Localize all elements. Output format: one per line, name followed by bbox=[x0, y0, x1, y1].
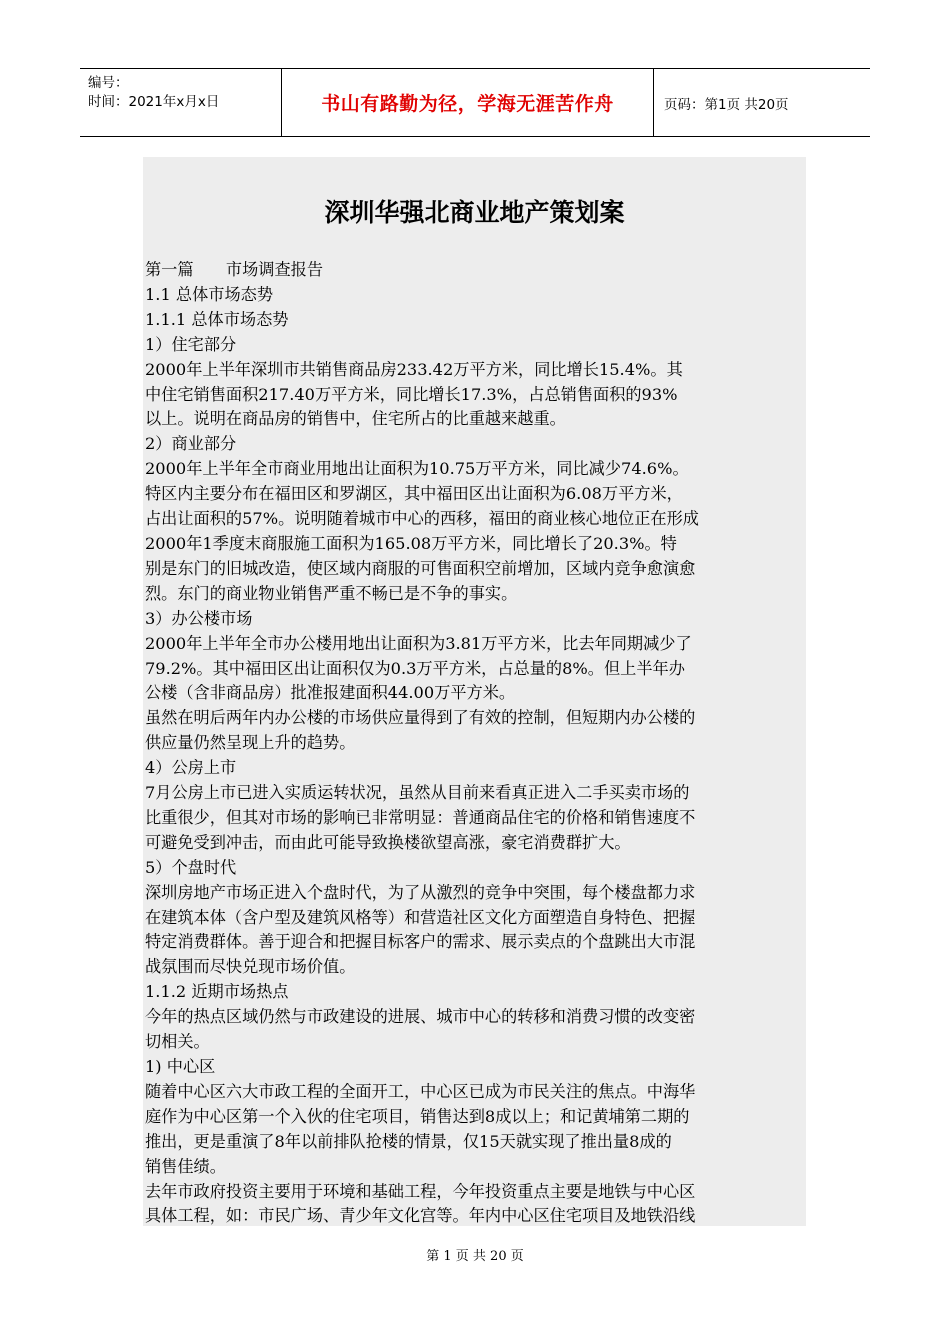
doc-date-label: 时间：2021年x月x日 bbox=[88, 94, 220, 110]
text-line: 2000年上半年全市商业用地出让面积为10.75万平方米，同比减少74.6%。 bbox=[145, 459, 689, 479]
text-line: 2000年1季度末商服施工面积为165.08万平方米，同比增长了20.3%。特 bbox=[145, 533, 677, 553]
text-line: 7月公房上市已进入实质运转状况，虽然从目前来看真正进入二手买卖市场的 bbox=[145, 783, 690, 803]
doc-number-label: 编号： bbox=[88, 75, 129, 91]
text-line: 1.1.1 总体市场态势 bbox=[145, 309, 289, 329]
text-line: 1.1.2 近期市场热点 bbox=[145, 982, 289, 1002]
text-line: 在建筑本体（含户型及建筑风格等）和营造社区文化方面塑造自身特色、把握 bbox=[145, 907, 696, 927]
text-line: 销售佳绩。 bbox=[145, 1156, 226, 1176]
text-line: 切相关。 bbox=[145, 1032, 210, 1052]
text-line: 战氛围而尽快兑现市场价值。 bbox=[145, 957, 356, 977]
text-line: 随着中心区六大市政工程的全面开工，中心区已成为市民关注的焦点。中海华 bbox=[145, 1081, 696, 1101]
text-line: 1）住宅部分 bbox=[145, 334, 237, 354]
text-line: 2000年上半年深圳市共销售商品房233.42万平方米，同比增长15.4%。其 bbox=[145, 359, 683, 379]
text-line: 2000年上半年全市办公楼用地出让面积为3.81万平方米，比去年同期减少了 bbox=[145, 633, 692, 653]
text-line: 推出，更是重演了8年以前排队抢楼的情景，仅15天就实现了推出量8成的 bbox=[145, 1131, 672, 1151]
text-line: 79.2%。其中福田区出让面积仅为0.3万平方米，占总量的8%。但上半年办 bbox=[145, 658, 685, 678]
header-page-label: 页码：第1页 共20页 bbox=[664, 96, 789, 113]
text-line: 今年的热点区域仍然与市政建设的进展、城市中心的转移和消费习惯的改变密 bbox=[145, 1007, 696, 1027]
text-line: 特区内主要分布在福田区和罗湖区，其中福田区出让面积为6.08万平方米， bbox=[145, 484, 683, 504]
page-footer: 第 1 页 共 20 页 bbox=[426, 1249, 524, 1264]
text-line: 比重很少，但其对市场的影响已非常明显：普通商品住宅的价格和销售速度不 bbox=[145, 807, 696, 827]
text-line: 以上。说明在商品房的销售中，住宅所占的比重越来越重。 bbox=[145, 409, 566, 429]
text-line: 5）个盘时代 bbox=[145, 857, 237, 877]
document-body bbox=[145, 258, 806, 1226]
header-meta bbox=[80, 69, 282, 136]
text-line: 虽然在明后两年内办公楼的市场供应量得到了有效的控制，但短期内办公楼的 bbox=[145, 708, 696, 728]
text-line: 2）商业部分 bbox=[145, 434, 237, 454]
text-line: 庭作为中心区第一个入伙的住宅项目，销售达到8成以上；和记黄埔第二期的 bbox=[145, 1106, 690, 1126]
text-line: 具体工程，如：市民广场、青少年文化宫等。年内中心区住宅项目及地铁沿线 bbox=[145, 1206, 696, 1226]
text-line: 别是东门的旧城改造，使区域内商服的可售面积空前增加，区域内竞争愈演愈 bbox=[145, 558, 696, 578]
text-line: 烈。东门的商业物业销售严重不畅已是不争的事实。 bbox=[145, 583, 518, 603]
text-line: 公楼（含非商品房）批准报建面积44.00万平方米。 bbox=[145, 683, 516, 703]
text-line: 第一篇 市场调查报告 bbox=[145, 260, 324, 279]
text-line: 可避免受到冲击，而由此可能导致换楼欲望高涨，豪宅消费群扩大。 bbox=[145, 832, 631, 852]
text-line: 供应量仍然呈现上升的趋势。 bbox=[145, 733, 356, 753]
document-page bbox=[143, 157, 806, 1226]
text-line: 深圳房地产市场正进入个盘时代，为了从激烈的竞争中突围，每个楼盘都力求 bbox=[145, 882, 696, 902]
document-title: 深圳华强北商业地产策划案 bbox=[324, 198, 625, 227]
text-line: 3）办公楼市场 bbox=[145, 608, 253, 628]
text-line: 去年市政府投资主要用于环境和基础工程，今年投资重点主要是地铁与中心区 bbox=[145, 1181, 696, 1201]
text-line: 1.1 总体市场态势 bbox=[145, 284, 274, 304]
text-line: 占出让面积的57%。说明随着城市中心的西移，福田的商业核心地位正在形成 bbox=[145, 509, 699, 529]
header-motto: 书山有路勤为径，学海无涯苦作舟 bbox=[282, 69, 654, 136]
text-line: 中住宅销售面积217.40万平方米，同比增长17.3%，占总销售面积的93% bbox=[145, 384, 678, 404]
text-line: 4）公房上市 bbox=[145, 758, 237, 778]
text-line: 特定消费群体。善于迎合和把握目标客户的需求、展示卖点的个盘跳出大市混 bbox=[145, 932, 696, 952]
page-header bbox=[80, 68, 870, 137]
text-line: 1) 中心区 bbox=[145, 1057, 216, 1076]
